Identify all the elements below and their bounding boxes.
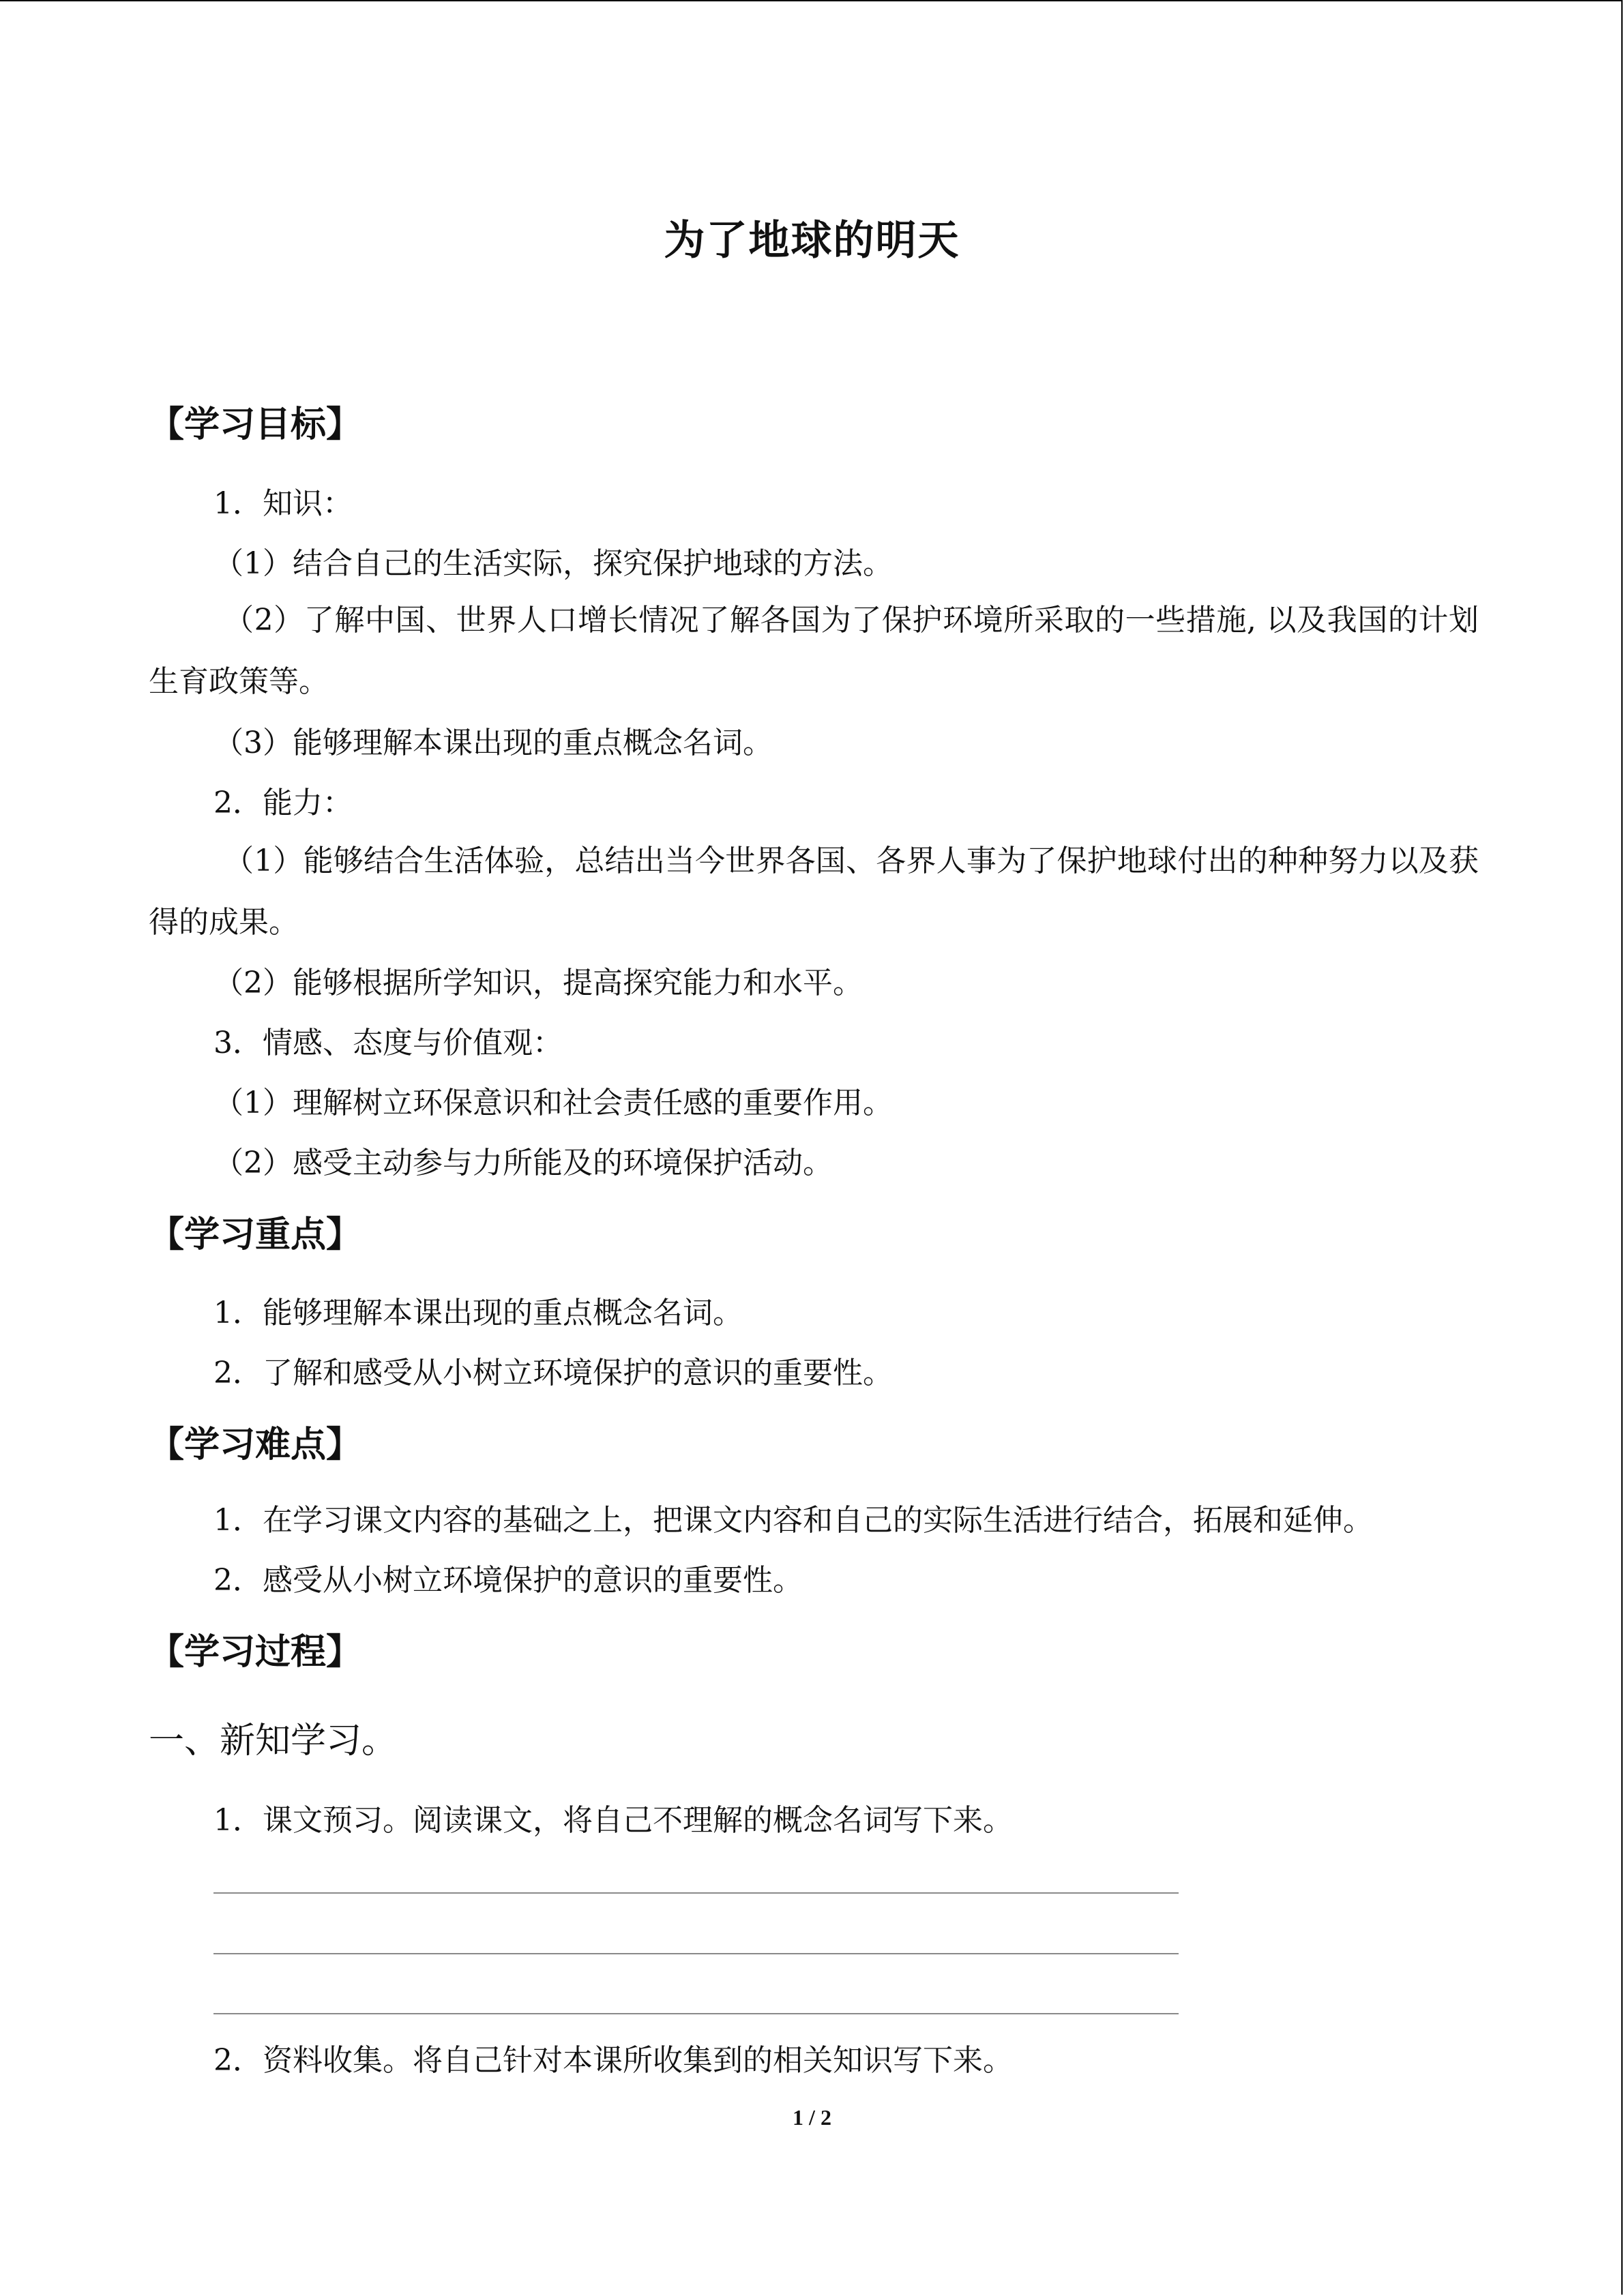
goal-knowledge: 1．知识： <box>213 486 353 521</box>
difficulty-2: 2．感受从小树立环境保护的意识的重要性。 <box>213 1563 803 1598</box>
difficulty-1: 1．在学习课文内容的基础之上，把课文内容和自己的实际生活进行结合，拓展和延伸。 <box>213 1503 1373 1538</box>
answer-line-3[interactable] <box>213 2013 1179 2014</box>
key-point-1: 1．能够理解本课出现的重点概念名词。 <box>213 1296 743 1330</box>
task-preview: 1．课文预习。阅读课文，将自己不理解的概念名词写下来。 <box>213 1803 1013 1838</box>
key-point-2: 2．了解和感受从小树立环境保护的意识的重要性。 <box>213 1356 893 1390</box>
task-material-collection: 2．资料收集。将自己针对本课所收集到的相关知识写下来。 <box>213 2043 1013 2078</box>
answer-line-2[interactable] <box>213 1953 1179 1954</box>
goal-ability-2: （2）能够根据所学知识，提高探究能力和水平。 <box>213 966 863 1000</box>
goal-knowledge-1: （1）结合自己的生活实际，探究保护地球的方法。 <box>213 546 893 581</box>
heading-key-points: 【学习重点】 <box>149 1214 362 1255</box>
goal-emotion-1: （1）理解树立环保意识和社会责任感的重要作用。 <box>213 1086 893 1120</box>
page-title: 为了地球的明天 <box>664 217 960 265</box>
section-new-knowledge: 一、新知学习。 <box>149 1720 398 1761</box>
heading-difficulties: 【学习难点】 <box>149 1424 362 1465</box>
heading-learning-process: 【学习过程】 <box>149 1631 362 1673</box>
goal-knowledge-2: （2）了解中国、世界人口增长情况了解各国为了保护环境所采取的一些措施, 以及我国的计划生育政策等。 <box>149 603 1479 699</box>
goal-ability: 2．能力： <box>213 786 353 820</box>
answer-line-1[interactable] <box>213 1892 1179 1894</box>
heading-learning-goals: 【学习目标】 <box>149 404 362 445</box>
goal-knowledge-3: （3）能够理解本课出现的重点概念名词。 <box>213 726 773 760</box>
goal-ability-1: （1）能够结合生活体验，总结出当今世界各国、各界人事为了保护地球付出的种种努力以及获得的成果。 <box>149 844 1479 940</box>
goal-emotion-2: （2）感受主动参与力所能及的环境保护活动。 <box>213 1146 833 1180</box>
page-number: 1 / 2 <box>793 2105 831 2130</box>
goal-emotion: 3．情感、态度与价值观： <box>213 1026 563 1060</box>
